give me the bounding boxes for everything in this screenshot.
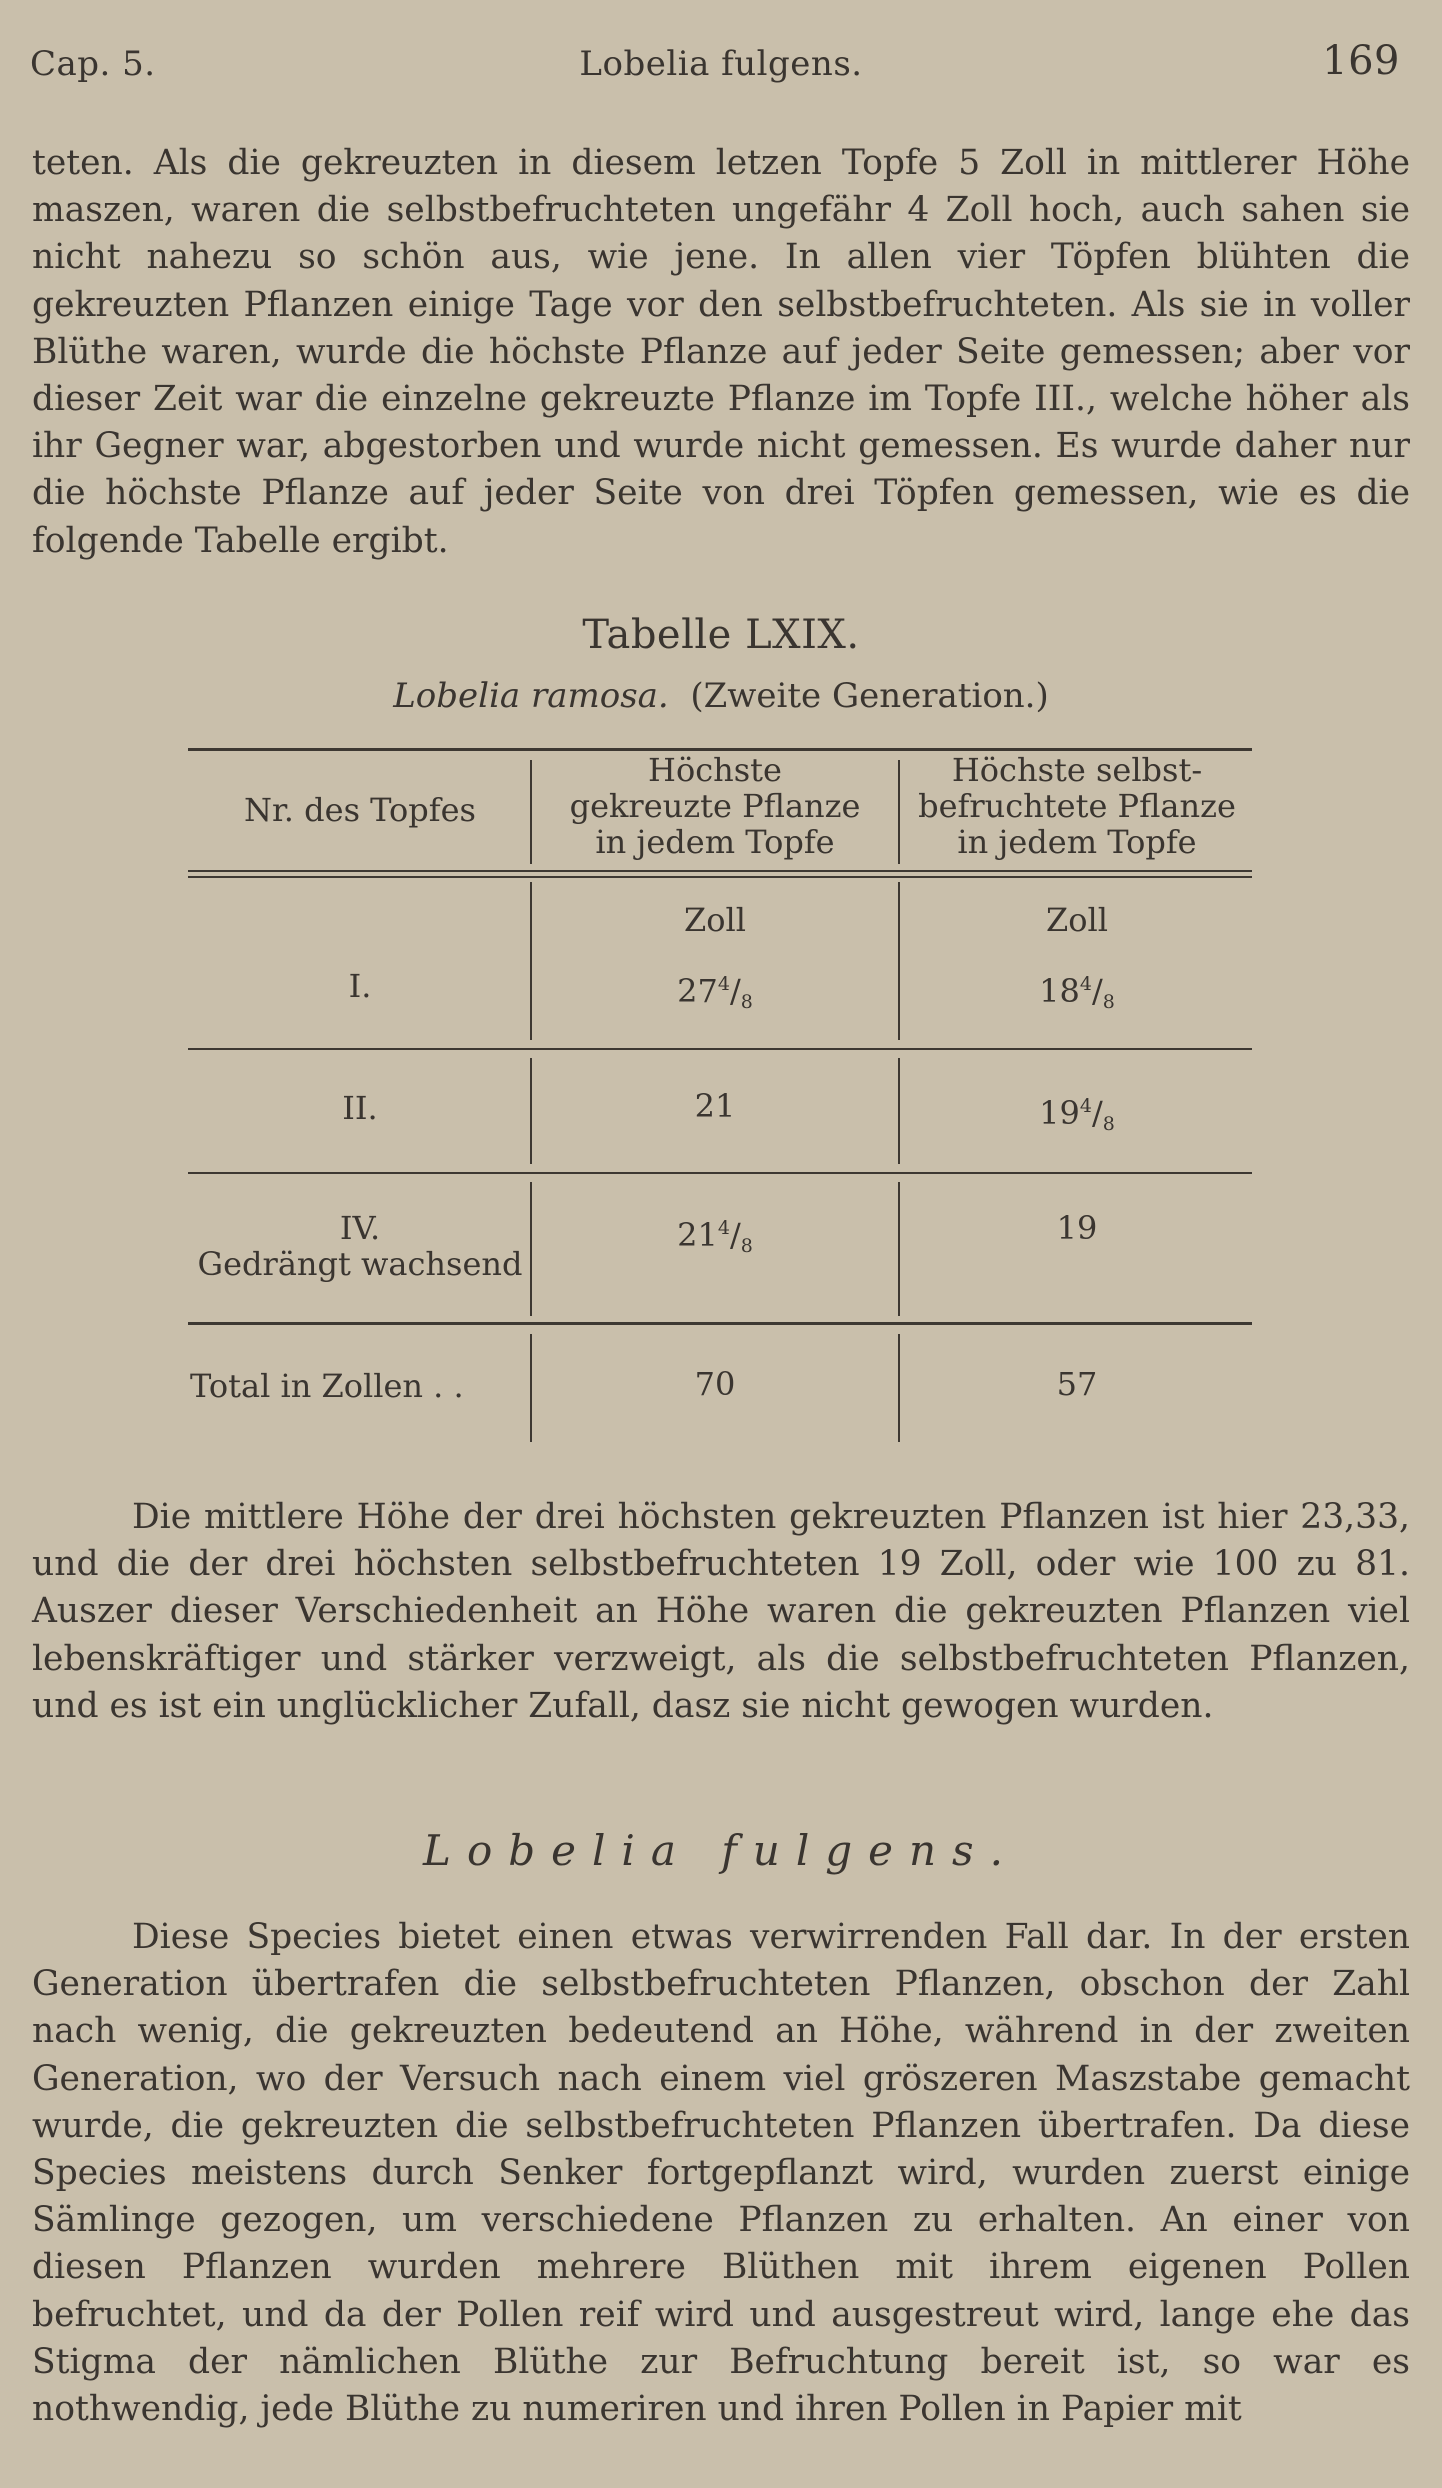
row-self-value: $18^4/_8$ — [1039, 972, 1115, 1013]
col-divider — [530, 1334, 532, 1442]
header-crossed-line: in jedem Topfe — [595, 823, 835, 861]
row-self-value: 19 — [1056, 1209, 1098, 1247]
header-crossed — [534, 752, 896, 860]
total-crossed: 70 — [694, 1365, 736, 1403]
table-title: Tabelle LXIX. — [582, 612, 860, 658]
row-crossed-value: 21 — [694, 1087, 736, 1125]
row-crossed-value: $27^4/_8$ — [677, 972, 753, 1013]
col-divider — [530, 760, 532, 864]
row-crossed-value: $21^4/_8$ — [677, 1216, 753, 1257]
col-divider — [530, 882, 532, 1040]
running-title: Lobelia fulgens. — [579, 44, 863, 84]
chapter-label: Cap. 5. — [30, 44, 156, 84]
unit-crossed: Zoll — [684, 901, 746, 939]
row-pot: I. — [348, 967, 372, 1005]
col-divider — [898, 1058, 900, 1164]
row-self-value: $19^4/_8$ — [1039, 1094, 1115, 1135]
header-rule-1 — [188, 870, 1252, 872]
row-pot-label: IV. — [339, 1209, 381, 1247]
value-numerator: 4 — [1079, 973, 1092, 995]
unit-self: Zoll — [1046, 901, 1108, 939]
value-numerator: 4 — [717, 973, 730, 995]
col-divider — [898, 1334, 900, 1442]
col-divider — [530, 1182, 532, 1316]
header-crossed-line: Höchste — [648, 751, 782, 789]
paragraph-mean-height: Die mittlere Höhe der drei höchsten gekreuzten Pflanzen ist hier 23,33, und die der drei höchsten selbstbefruchteten 19 Zoll, oder wie 100 zu 81. Auszer dieser Verschiedenheit an Höhe waren die gekreuzten Pflanzen viel lebenskräftiger und stärker verzweigt, als die selbstbefruchteten Pflanzen, und es ist ein unglücklicher Zufall, dasz sie nicht gewogen wurden. — [32, 1497, 1410, 1726]
species-heading: Lobelia fulgens. — [423, 1826, 1019, 1875]
paragraph-lobelia-fulgens: Diese Species bietet einen etwas verwirrenden Fall dar. In der ersten Generation übertrafen die selbstbefruchteten Pflanzen, obschon der Zahl nach wenig, die gekreuzten bedeutend an Höhe, während in der zweiten Generation, wo der Versuch nach einem viel gröszeren Maszstabe gemacht wurde, die gekreuzten die selbstbefruchteten Pflanzen übertrafen. Da diese Species meistens durch Senker fortgepflanzt wird, wurden zuerst einige Sämlinge gezogen, um verschiedene Pflanzen zu erhalten. An einer von diesen Pflanzen wurden mehrere Blüthen mit ihrem eigenen Pollen befruchtet, und da der Pollen reif wird und ausgestreut wird, lange ehe das Stigma der nämlichen Blüthe zur Befruchtung bereit ist, so war es nothwendig, jede Blüthe zu numeriren und ihren Pollen in Papier mit — [32, 1917, 1410, 2430]
header-self — [902, 752, 1252, 860]
header-rule-2 — [188, 876, 1252, 878]
total-self: 57 — [1056, 1365, 1098, 1403]
col-divider — [898, 882, 900, 1040]
header-self-line: Höchste selbst- — [951, 751, 1203, 789]
header-pot: Nr. des Topfes — [244, 791, 476, 829]
table-subtitle-note: (Zweite Generation.) — [690, 676, 1049, 716]
paragraph-intro: teten. Als die gekreuzten in diesem letzen Topfe 5 Zoll in mittlerer Höhe maszen, waren die selbstbefruchteten ungefähr 4 Zoll hoch, auch sahen sie nicht nahezu so schön aus, wie jene. In allen vier Töpfen blühten die gekreuzten Pflanzen einige Tage vor den selbstbefruchteten. Als sie in voller Blüthe waren, wurde die höchste Pflanze auf jeder Seite gemessen; aber vor dieser Zeit war die einzelne gekreuzte Pflanze im Topfe III., welche höher als ihr Gegner war, abgestorben und wurde nicht gemessen. Es wurde daher nur die höchste Pflanze auf jeder Seite von drei Töpfen gemessen, wie es die folgende Tabelle ergibt. — [32, 143, 1410, 561]
row-rule-1 — [188, 1048, 1252, 1050]
value-numerator: 4 — [1079, 1095, 1092, 1117]
value-denominator: 8 — [740, 1235, 753, 1257]
value-denominator: 8 — [1102, 991, 1115, 1013]
value-whole: 19 — [1039, 1094, 1080, 1132]
value-denominator: 8 — [1102, 1113, 1115, 1135]
header-self-line: befruchtete Pflanze — [918, 787, 1236, 825]
row-pot — [190, 1210, 530, 1282]
table-subtitle-species: Lobelia ramosa. — [393, 676, 669, 716]
value-numerator: 4 — [717, 1217, 730, 1239]
header-self-line: in jedem Topfe — [957, 823, 1197, 861]
table-subtitle — [0, 676, 1442, 716]
col-divider — [530, 1058, 532, 1164]
value-whole: 21 — [677, 1216, 718, 1254]
col-divider — [898, 760, 900, 864]
value-whole: 18 — [1039, 972, 1080, 1010]
value-whole: 27 — [677, 972, 718, 1010]
page-number: 169 — [1322, 38, 1400, 84]
row-pot: II. — [342, 1089, 378, 1127]
row-pot-note: Gedrängt wachsend — [197, 1245, 523, 1283]
col-divider — [898, 1182, 900, 1316]
total-label: Total in Zollen . . — [190, 1367, 464, 1405]
total-rule — [188, 1322, 1252, 1325]
row-rule-2 — [188, 1172, 1252, 1174]
header-crossed-line: gekreuzte Pflanze — [569, 787, 861, 825]
value-denominator: 8 — [740, 991, 753, 1013]
